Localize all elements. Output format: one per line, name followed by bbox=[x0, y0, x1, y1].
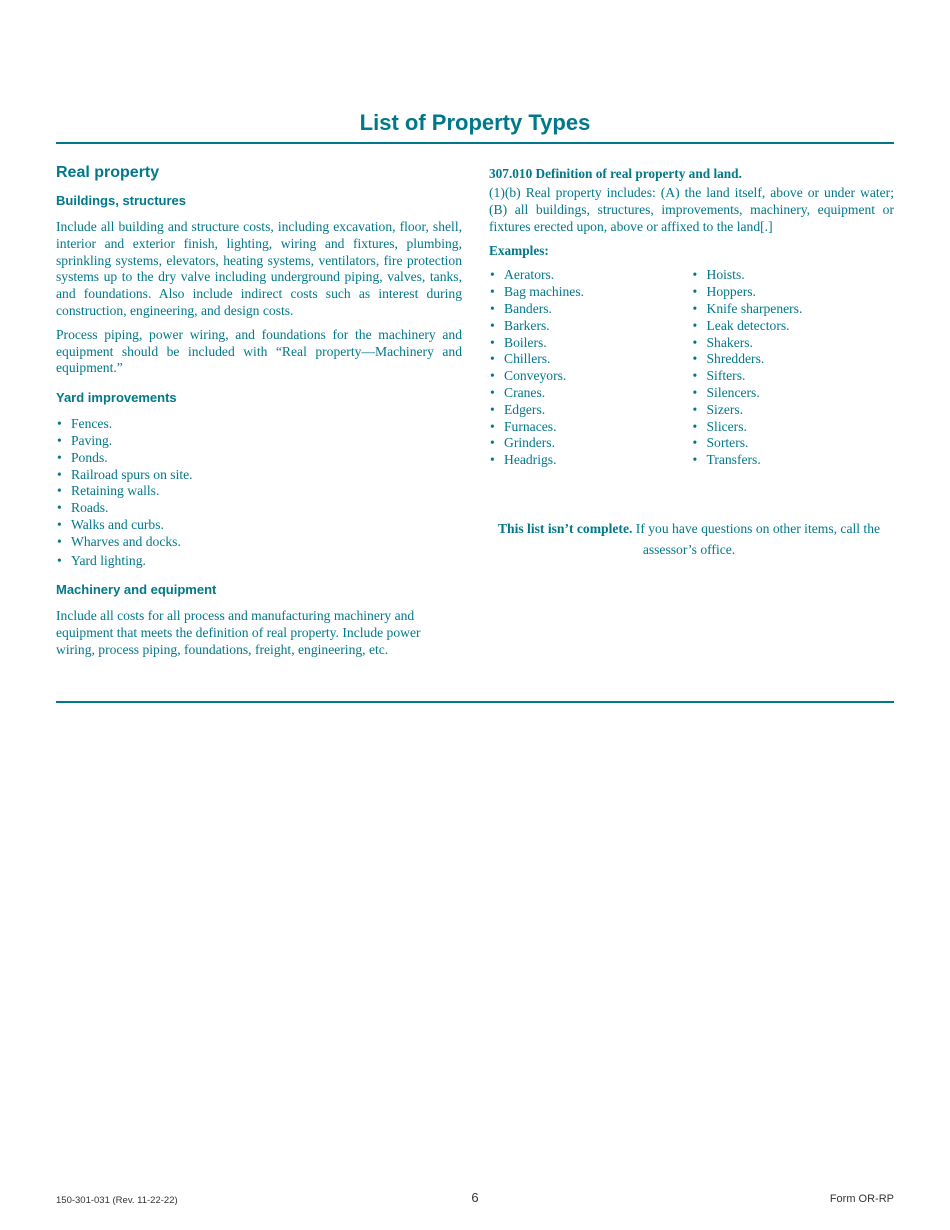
list-item: • Boilers. bbox=[489, 335, 692, 352]
examples-column-2 bbox=[692, 267, 895, 469]
list-item: • Chillers. bbox=[489, 351, 692, 368]
list-item: • Barkers. bbox=[489, 318, 692, 335]
machinery-heading: Machinery and equipment bbox=[56, 582, 217, 598]
list-item: • Furnaces. bbox=[489, 419, 692, 436]
incomplete-list-note bbox=[489, 518, 889, 560]
list-item: • Conveyors. bbox=[489, 368, 692, 385]
list-item: • Hoists. bbox=[692, 267, 895, 284]
form-name: Form OR-RP bbox=[829, 1193, 894, 1205]
list-item: • Silencers. bbox=[692, 385, 895, 402]
page-number: 6 bbox=[471, 1190, 479, 1205]
machinery-paragraph: Include all costs for all process and manufacturing machinery and equipment that meets the definition of real property. Include power wiring, process piping, foundations, freight, engineering, etc. bbox=[56, 608, 421, 657]
definition-text: (1)(b) Real property includes: (A) the land itself, above or under water; (B) all buildings, structures, improvements, machinery, equipment or fixtures erected upon, above or affixed to the land[.] bbox=[489, 185, 894, 234]
list-item: • Sizers. bbox=[692, 402, 895, 419]
buildings-paragraph-1: Include all building and structure costs, including excavation, floor, shell, interior and exterior finish, lighting, wiring and fixtures, plumbing, sprinkling systems, elevators, heating systems, ventilators, fire protection systems up to the dry valve including underground piping, valves, tanks, and foundations. Also include indirect costs such as interest during construction, engineering, and design costs. bbox=[56, 219, 462, 318]
yard-heading: Yard improvements bbox=[56, 390, 177, 406]
list-item: • Transfers. bbox=[692, 452, 895, 469]
examples-column-1 bbox=[489, 267, 692, 469]
list-item: • Headrigs. bbox=[489, 452, 692, 469]
list-item: • Fences. bbox=[56, 416, 462, 433]
list-item: • Sifters. bbox=[692, 368, 895, 385]
list-item: • Hoppers. bbox=[692, 284, 895, 301]
bottom-divider bbox=[56, 701, 894, 703]
list-item: • Banders. bbox=[489, 301, 692, 318]
note-bold: This list isn’t complete. bbox=[497, 521, 633, 536]
examples-list bbox=[489, 267, 894, 482]
definition-heading: 307.010 Definition of real property and land. bbox=[489, 166, 742, 181]
list-item: • Slicers. bbox=[692, 419, 895, 436]
list-item: • Aerators. bbox=[489, 267, 692, 284]
list-item: • Retaining walls. bbox=[56, 483, 462, 500]
list-item: • Railroad spurs on site. bbox=[56, 467, 462, 484]
list-item: • Sorters. bbox=[692, 435, 895, 452]
real-property-heading: Real property bbox=[56, 164, 160, 181]
list-item: • Wharves and docks. bbox=[56, 534, 462, 551]
list-item: • Cranes. bbox=[489, 385, 692, 402]
page-title: List of Property Types bbox=[359, 110, 591, 135]
buildings-paragraph-2: Process piping, power wiring, and foundations for the machinery and equipment should be included with “Real property—Machinery and equipment.” bbox=[56, 326, 462, 376]
list-item: • Grinders. bbox=[489, 435, 692, 452]
list-item: • Edgers. bbox=[489, 402, 692, 419]
form-number: 150-301-031 (Rev. 11-22-22) bbox=[56, 1195, 178, 1206]
examples-heading: Examples: bbox=[489, 243, 549, 259]
right-column bbox=[489, 166, 894, 482]
list-item: • Shakers. bbox=[692, 335, 895, 352]
list-item: • Bag machines. bbox=[489, 284, 692, 301]
list-item: • Ponds. bbox=[56, 450, 462, 467]
left-column bbox=[56, 164, 462, 666]
buildings-heading: Buildings, structures bbox=[56, 193, 187, 208]
list-item: • Roads. bbox=[56, 500, 462, 517]
list-item: • Knife sharpeners. bbox=[692, 301, 895, 318]
note-text: If you have questions on other items, call the assessor’s office. bbox=[632, 521, 881, 557]
list-item: • Paving. bbox=[56, 433, 462, 450]
list-item: • Yard lighting. bbox=[56, 553, 462, 570]
list-item: • Walks and curbs. bbox=[56, 517, 462, 534]
list-item: • Leak detectors. bbox=[692, 318, 895, 335]
top-divider bbox=[56, 142, 894, 144]
yard-list bbox=[56, 416, 462, 569]
list-item: • Shredders. bbox=[692, 351, 895, 368]
